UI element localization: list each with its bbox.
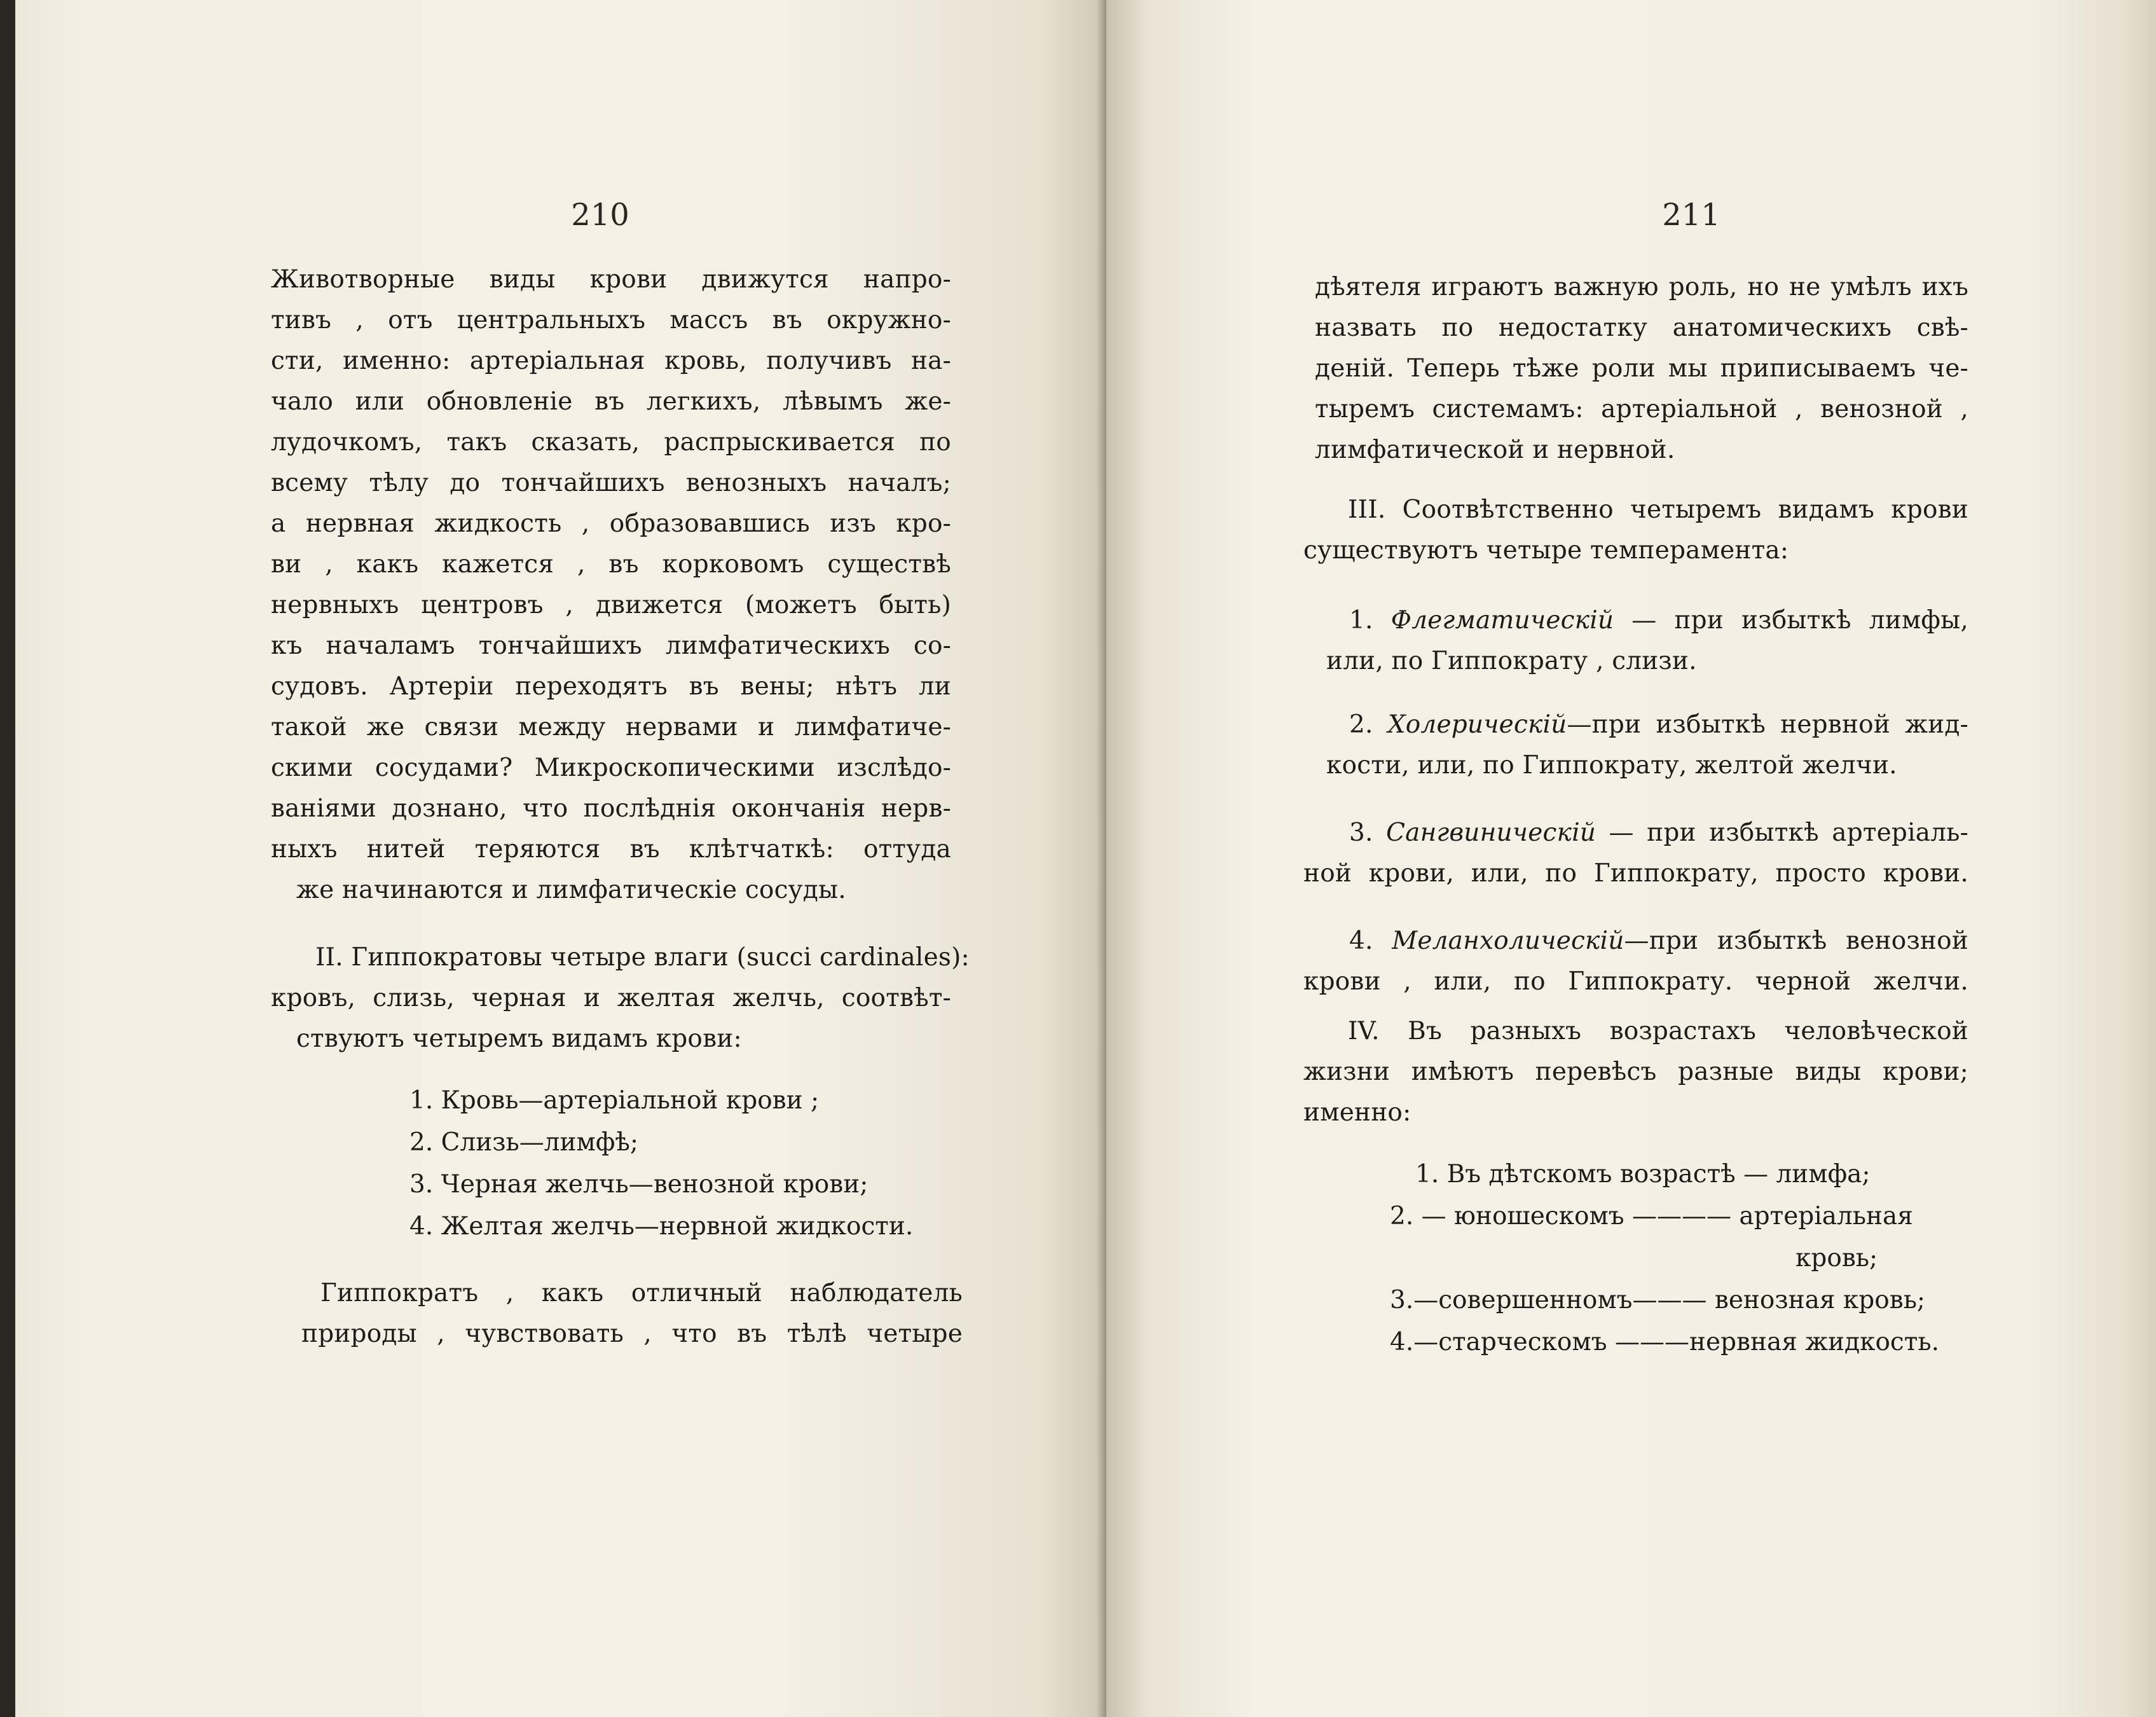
text-line: ви , какъ кажется , въ корковомъ существѣ <box>271 550 951 579</box>
text-line: нервныхъ центровъ , движется (можетъ быть) <box>271 591 951 619</box>
text-line: II. Гиппократовы четыре влаги (succi cardinales): <box>315 943 970 972</box>
list-item: 1. Въ дѣтскомъ возрастѣ — лимфа; <box>1415 1160 1871 1189</box>
page-number-right: 211 <box>1662 197 1720 233</box>
temperament-name: Холерическій <box>1387 710 1567 739</box>
list-item: 3. Черная желчь—венозной крови; <box>409 1170 869 1199</box>
list-item: 4.—старческомъ ———нервная жидкость. <box>1390 1328 1939 1356</box>
text-line: ныхъ нитей теряются въ клѣтчаткѣ: оттуда <box>271 835 951 864</box>
right-page <box>1106 0 2156 1717</box>
text-line: 4. Меланхолическій—при избыткѣ венозной <box>1349 927 1968 955</box>
text-line: существуютъ четыре темперамента: <box>1303 536 1789 565</box>
text-line: назвать по недостатку анатомическихъ свѣ- <box>1315 314 1968 342</box>
text-line: ствуютъ четыремъ видамъ крови: <box>296 1024 742 1053</box>
text-line: дѣятеля играютъ важную роль, но не умѣлъ ихъ <box>1315 273 1968 301</box>
text-line: 1. Флегматическій — при избыткѣ лимфы, <box>1349 606 1968 635</box>
text-line: тивъ , отъ центральныхъ массъ въ окружно- <box>271 306 951 334</box>
ages-list <box>1364 1154 1937 1363</box>
text-line: жизни имѣютъ перевѣсъ разные виды крови; <box>1303 1058 1968 1086</box>
text-line: чало или обновленіе въ легкихъ, лѣвымъ же- <box>271 387 951 416</box>
temperament-name: Меланхолическій <box>1392 927 1624 955</box>
temperament-name: Флегматическій <box>1390 606 1614 635</box>
temperament-4 <box>1303 921 1968 1002</box>
text-line: тыремъ системамъ: артеріальной , венозной , <box>1315 395 1968 424</box>
text-line: а нервная жидкость , образовавшись изъ кро- <box>271 509 951 538</box>
left-page <box>15 0 1106 1717</box>
right-paragraph-1 <box>1315 267 1968 471</box>
text-line: или, по Гиппократу , слизи. <box>1326 647 1697 675</box>
list-item: 3.—совершенномъ——— венозная кровь; <box>1390 1286 1926 1314</box>
temperament-2 <box>1303 705 1968 786</box>
list-item: 1. Кровь—артеріальной крови ; <box>409 1086 820 1115</box>
text-line: же начинаются и лимфатическіе сосуды. <box>296 876 846 904</box>
left-body-text <box>271 259 970 1059</box>
text-line: сти, именно: артеріальная кровь, получивъ на- <box>271 347 951 375</box>
text-line: ваніями дознано, что послѣднія окончанія нерв- <box>271 794 951 823</box>
temperament-3 <box>1303 813 1968 894</box>
paragraph-2 <box>271 937 970 1059</box>
text-line: къ началамъ тончайшихъ лимфатическихъ со- <box>271 631 951 660</box>
text-line: кости, или, по Гиппократу, желтой желчи. <box>1326 751 1897 780</box>
text-line: 2. Холерическій—при избыткѣ нервной жид- <box>1349 710 1968 739</box>
text-line: 3. Сангвиническій — при избыткѣ артеріаль- <box>1349 818 1968 847</box>
text-line: деній. Теперь тѣже роли мы приписываемъ че- <box>1315 354 1968 383</box>
text-line: скими сосудами? Микроскопическими изслѣдо- <box>271 754 951 782</box>
list-item: 4. Желтая желчь—нервной жидкости. <box>409 1212 914 1241</box>
right-paragraph-4 <box>1303 1011 1968 1133</box>
text-line: крови , или, по Гиппократу. черной желчи. <box>1303 967 1968 996</box>
text-line: всему тѣлу до тончайшихъ венозныхъ началъ; <box>271 469 951 497</box>
text-line: лудочкомъ, такъ сказать, распрыскивается по <box>271 428 951 457</box>
text-line: IV. Въ разныхъ возрастахъ человѣческой <box>1348 1017 1968 1045</box>
text-line: Гиппократъ , какъ отличный наблюдатель <box>320 1279 963 1307</box>
text-line: Животворные виды крови движутся напро- <box>271 265 951 294</box>
temperament-1 <box>1303 600 1968 682</box>
list-item: кровь; <box>1796 1244 1878 1272</box>
paragraph-3 <box>301 1273 963 1355</box>
text-line: ной крови, или, по Гиппократу, просто крови. <box>1303 859 1968 888</box>
text-line: такой же связи между нервами и лимфатиче- <box>271 713 951 741</box>
list-item: 2. Слизь—лимфѣ; <box>409 1128 639 1157</box>
list-item: 2. — юношескомъ ———— артеріальная <box>1390 1202 1913 1231</box>
text-line: судовъ. Артеріи переходятъ въ вены; нѣтъ ли <box>271 672 951 701</box>
temperament-name: Сангвиническій <box>1386 818 1596 847</box>
humors-list <box>409 1080 956 1248</box>
paragraph-1 <box>271 259 951 911</box>
right-paragraph-2 <box>1303 490 1968 571</box>
text-line: III. Соотвѣтственно четыремъ видамъ крови <box>1348 495 1968 524</box>
text-line: лимфатической и нервной. <box>1315 436 1675 464</box>
text-line: кровъ, слизь, черная и желтая желчь, соотвѣт- <box>271 984 951 1012</box>
page-number-left: 210 <box>571 197 629 233</box>
text-line: природы , чувствовать , что въ тѣлѣ четыре <box>301 1320 963 1348</box>
text-line: именно: <box>1303 1098 1411 1127</box>
